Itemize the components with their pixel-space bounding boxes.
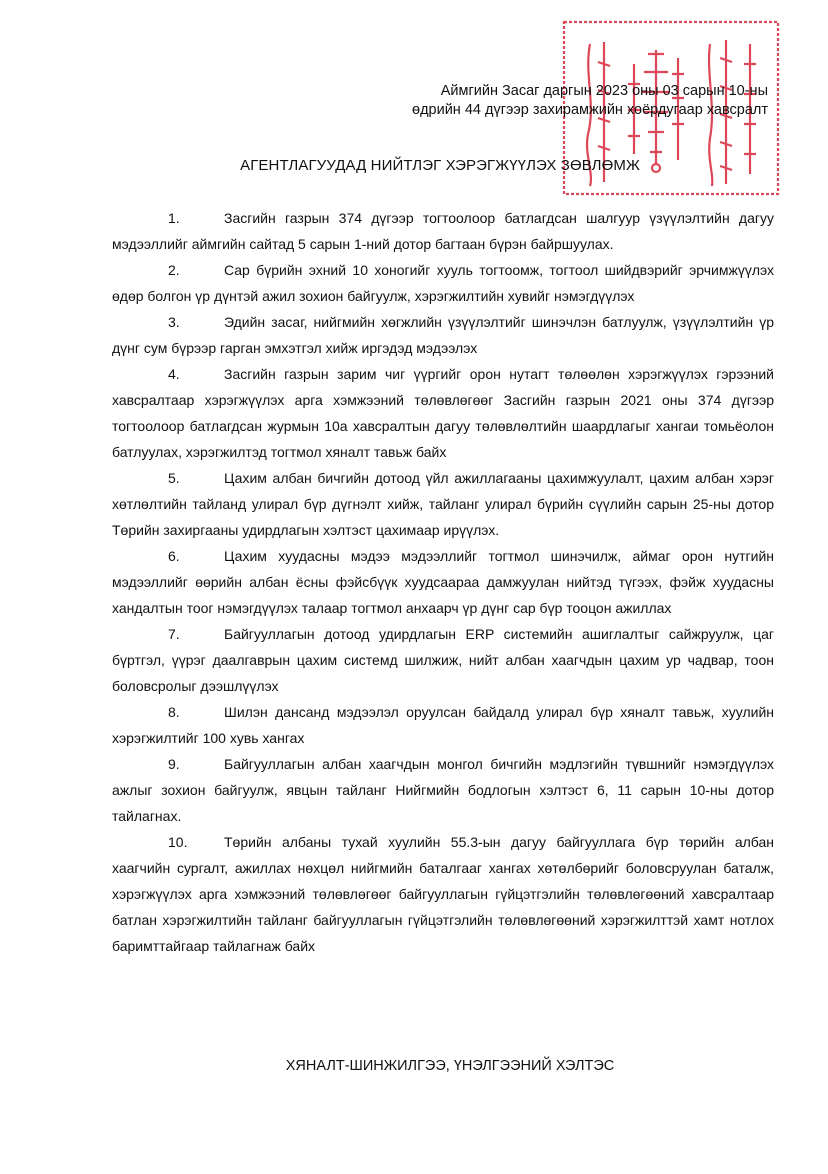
item-text: Шилэн дансанд мэдээлэл оруулсан байдалд улирал бүр хяналт тавьж, хуулийн хэрэгжилтийг 100 хувь хангах (112, 704, 774, 746)
department-name: ХЯНАЛТ-ШИНЖИЛГЭЭ, ҮНЭЛГЭЭНИЙ ХЭЛТЭС (285, 1058, 615, 1074)
item-number: 4. (168, 366, 180, 382)
item-number: 5. (168, 470, 180, 486)
list-item (112, 361, 774, 465)
list-item (112, 751, 774, 829)
item-number: 1. (168, 210, 180, 226)
item-text: Төрийн албаны тухай хуулийн 55.3-ын дагуу байгууллага бүр төрийн албан хаагчийн сургалт, ажиллах нөхцөл нийгмийн баталгааг хангах хөтөлбөрийг боловсруулан баталж, хэрэгжүүлэх арга хэмжээний төлөвлөгөөг байгууллагын гүйцэтгэлийн төлөвлөгөөний хавсралтаар батлан хэрэгжилтийн тайланг байгууллагын гүйцэтгэлийн төлөвлөгөөний хэрэгжилттэй хамт нотлох баримттайгаар тайлагнаж байх (112, 834, 774, 954)
document-header (412, 82, 768, 120)
list-item (112, 257, 774, 309)
item-text: Сар бүрийн эхний 10 хоногийг хууль тогтоомж, тогтоол шийдвэрийг эрчимжүүлэх өдөр болгон үр дүнтэй ажил зохион байгуулж, хэрэгжилтийн хувийг нэмэгдүүлэх (112, 262, 774, 304)
item-text: Байгууллагын албан хаагчдын монгол бичгийн мэдлэгийн түвшнийг нэмэгдүүлэх ажлыг зохион байгуулж, явцын тайланг Нийгмийн бодлогын хэлтэст 6, 11 сарын 10-ны дотор тайлагнах. (112, 756, 774, 824)
list-item (112, 205, 774, 257)
item-number: 7. (168, 626, 180, 642)
list-item (112, 309, 774, 361)
item-text: Засгийн газрын 374 дүгээр тогтоолоор батлагдсан шалгуур үзүүлэлтийн дагуу мэдээллийг аймгийн сайтад 5 сарын 1-ний дотор багтаан бүрэн байршуулах. (112, 210, 774, 252)
item-number: 9. (168, 756, 180, 772)
item-text: Цахим хуудасны мэдээ мэдээллийг тогтмол шинэчилж, аймаг орон нутгийн мэдээллийг өөрийн албан ёсны фэйсбүүк хуудсаараа дамжуулан нийтэд түгээх, фэйж хуудасны хандалтын тоог нэмэгдүүлэх талаар тогтмол анхаарч үр дүнг сар бүр тооцон ажиллах (112, 548, 774, 616)
item-text: Засгийн газрын зарим чиг үүргийг орон нутагт төлөөлөн хэрэгжүүлэх гэрээний хавсралтаар хэрэгжүүлэх арга хэмжээний төлөвлөгөөг Засгийн газрын 2021 оны 374 дүгээр тогтоолоор батлагдсан журмын 10а хавсралтын дагуу төлөвлөлтийн шаардлагыг хангаи томьёолон батлуулах, хэрэгжилтэд тогтмол хяналт тавьж байх (112, 366, 774, 460)
document-title-text: АГЕНТЛАГУУДАД НИЙТЛЭГ ХЭРЭГЖҮҮЛЭХ ЗӨВЛӨМЖ (240, 157, 640, 174)
list-item (112, 543, 774, 621)
list-item (112, 829, 774, 959)
item-number: 2. (168, 262, 180, 278)
list-item (112, 465, 774, 543)
item-text: Байгууллагын дотоод удирдлагын ERP системийн ашиглалтыг сайжруулж, цаг бүртгэл, үүрэг даалгаврын цахим системд шилжиж, нийт албан хаагчдын цахим ур чадвар, тоон боловсролыг дээшлүүлэх (112, 626, 774, 694)
recommendation-list (112, 205, 774, 959)
item-number: 3. (168, 314, 180, 330)
item-text: Цахим албан бичгийн дотоод үйл ажиллагааны цахимжуулалт, цахим албан хэрэг хөтлөлтийн тайланд улирал бүр дүгнэлт хийж, тайланг улирал бүрийн сүүлийн сарын 25-ны дотор Төрийн захиргааны удирдлагын хэлтэст цахимаар ирүүлэх. (112, 470, 774, 538)
department-signature (0, 1058, 828, 1074)
item-number: 8. (168, 704, 180, 720)
document-title (0, 157, 828, 174)
header-line-1: Аймгийн Засаг даргын 2023 оны 03 сарын 10-ны (440, 83, 768, 99)
item-text: Эдийн засаг, нийгмийн хөгжлийн үзүүлэлтийг шинэчлэн батлуулж, үзүүлэлтийн үр дүнг сум бүрээр гарган эмхэтгэл хийж иргэдэд мэдээлэх (112, 314, 774, 356)
list-item (112, 699, 774, 751)
item-number: 6. (168, 548, 180, 564)
list-item (112, 621, 774, 699)
item-number: 10. (168, 834, 188, 850)
header-line-2: өдрийн 44 дүгээр захирамжийн хоёрдугаар хавсралт (412, 102, 768, 118)
